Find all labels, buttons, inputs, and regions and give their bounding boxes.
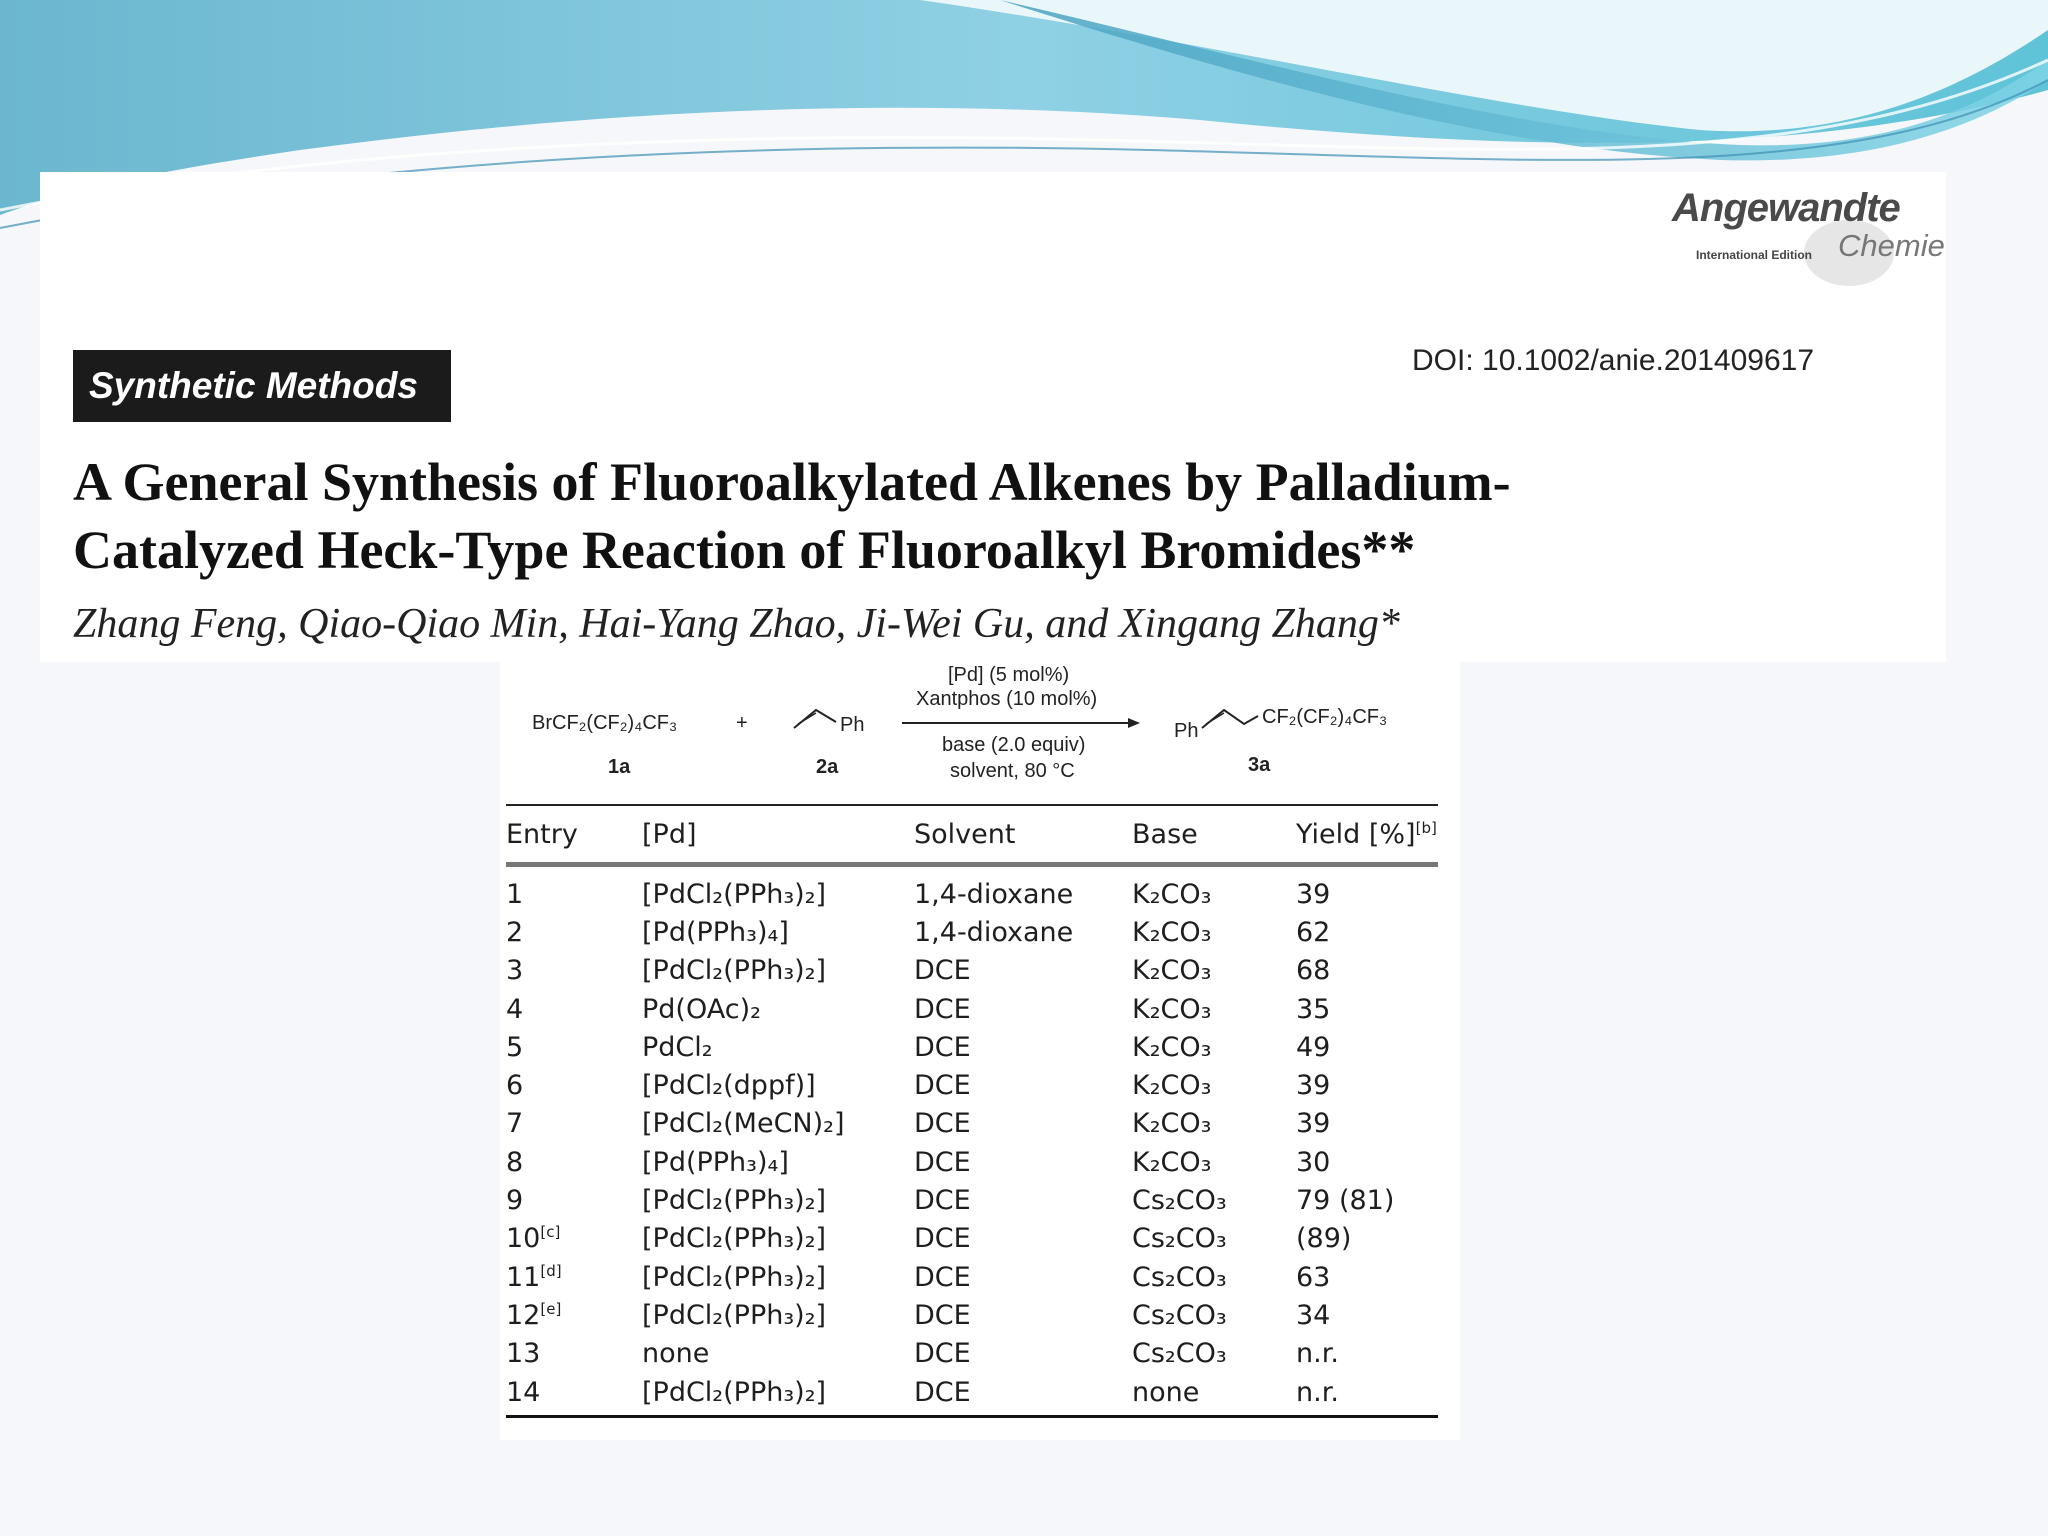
cell-entry	[506, 990, 642, 1028]
cell-pd-text: [PdCl₂(PPh₃)₂]	[642, 1223, 827, 1255]
cell-pd-text: [PdCl₂(PPh₃)₂]	[642, 955, 827, 987]
cell-solvent	[914, 865, 1132, 914]
cell-pd	[642, 1028, 914, 1066]
condition-base: base (2.0 equiv)	[942, 734, 1086, 756]
cell-solvent-text: DCE	[914, 1108, 971, 1140]
cell-yield-text: 39	[1296, 878, 1331, 910]
cell-pd-text: [PdCl₂(PPh₃)₂]	[642, 1376, 827, 1408]
table-row	[506, 1258, 1438, 1296]
table-row	[506, 1066, 1438, 1104]
cell-solvent-text: DCE	[914, 1261, 971, 1293]
cell-entry	[506, 1181, 642, 1219]
cell-yield	[1296, 913, 1438, 951]
table-row	[506, 1105, 1438, 1143]
optimization-table	[506, 804, 1438, 1418]
cell-base	[1132, 990, 1296, 1028]
cell-pd	[642, 1143, 914, 1181]
cell-yield	[1296, 990, 1438, 1028]
cell-entry-text: 8	[506, 1146, 524, 1178]
styrene-vinyl-bond	[792, 704, 838, 734]
cell-solvent-text: DCE	[914, 955, 971, 987]
cell-solvent	[914, 952, 1132, 990]
header-entry: Entry	[506, 805, 642, 865]
cell-pd	[642, 913, 914, 951]
condition-catalyst: [Pd] (5 mol%)	[948, 664, 1070, 686]
cell-pd	[642, 1373, 914, 1417]
cell-solvent-text: DCE	[914, 1070, 971, 1102]
cell-base	[1132, 952, 1296, 990]
reagent-1: BrCF₂(CF₂)₄CF₃	[532, 712, 678, 734]
cell-pd	[642, 1335, 914, 1373]
cell-yield	[1296, 1105, 1438, 1143]
cell-solvent	[914, 1220, 1132, 1258]
product-chain: CF₂(CF₂)₄CF₃	[1262, 706, 1388, 728]
cell-solvent-text: 1,4-dioxane	[914, 916, 1074, 948]
cell-yield	[1296, 1181, 1438, 1219]
table-header-row	[506, 805, 1438, 865]
cell-yield-text: n.r.	[1296, 1338, 1339, 1370]
reagent-2-label: 2a	[816, 756, 839, 778]
optimization-table-panel	[500, 800, 1460, 1440]
cell-yield-text: 39	[1296, 1070, 1331, 1102]
cell-solvent-text: 1,4-dioxane	[914, 878, 1074, 910]
cell-entry	[506, 1028, 642, 1066]
table-body	[506, 865, 1438, 1417]
cell-entry	[506, 913, 642, 951]
cell-pd-text: Pd(OAc)₂	[642, 993, 761, 1025]
cell-solvent	[914, 1143, 1132, 1181]
cell-solvent-text: DCE	[914, 1031, 971, 1063]
cell-yield-text: 34	[1296, 1299, 1331, 1331]
table-row	[506, 1143, 1438, 1181]
section-badge: Synthetic Methods	[73, 350, 451, 422]
cell-entry	[506, 1105, 642, 1143]
table-row	[506, 990, 1438, 1028]
cell-solvent	[914, 1335, 1132, 1373]
cell-pd	[642, 1220, 914, 1258]
cell-entry-text: 12	[506, 1299, 541, 1331]
cell-base	[1132, 1066, 1296, 1104]
cell-entry-text: 5	[506, 1031, 524, 1063]
cell-entry-text: 1	[506, 878, 524, 910]
cell-base	[1132, 1105, 1296, 1143]
cell-pd-text: [PdCl₂(MeCN)₂]	[642, 1108, 845, 1140]
cell-solvent-text: DCE	[914, 1146, 971, 1178]
cell-pd	[642, 865, 914, 914]
cell-yield	[1296, 1028, 1438, 1066]
cell-base-text: K₂CO₃	[1132, 916, 1212, 948]
cell-pd	[642, 1258, 914, 1296]
cell-base-text: K₂CO₃	[1132, 1146, 1212, 1178]
table-row	[506, 1028, 1438, 1066]
header-pd: [Pd]	[642, 805, 914, 865]
table-row	[506, 1296, 1438, 1334]
author-list: Zhang Feng, Qiao-Qiao Min, Hai-Yang Zhao, Ji-Wei Gu, and Xingang Zhang*	[73, 601, 1400, 647]
plus-sign: +	[736, 712, 748, 734]
cell-solvent-text: DCE	[914, 1338, 971, 1370]
cell-yield-text: 49	[1296, 1031, 1331, 1063]
cell-base-text: K₂CO₃	[1132, 955, 1212, 987]
doi-text: DOI: 10.1002/anie.201409617	[1412, 344, 1814, 377]
cell-yield-text: 68	[1296, 955, 1331, 987]
journal-subname: Chemie	[1838, 228, 1945, 263]
entry-footnote: [c]	[540, 1223, 561, 1242]
cell-base-text: none	[1132, 1376, 1200, 1408]
cell-base-text: Cs₂CO₃	[1132, 1338, 1227, 1370]
cell-yield	[1296, 1335, 1438, 1373]
cell-yield-text: (89)	[1296, 1223, 1352, 1255]
cell-solvent-text: DCE	[914, 1299, 971, 1331]
cell-pd-text: PdCl₂	[642, 1031, 713, 1063]
reaction-scheme	[500, 660, 1460, 800]
cell-yield	[1296, 1220, 1438, 1258]
cell-base-text: Cs₂CO₃	[1132, 1299, 1227, 1331]
cell-entry	[506, 1258, 642, 1296]
entry-footnote: [e]	[540, 1299, 562, 1318]
cell-entry	[506, 1143, 642, 1181]
cell-base-text: K₂CO₃	[1132, 1070, 1212, 1102]
cell-entry-text: 7	[506, 1108, 524, 1140]
journal-logo	[1672, 186, 1945, 286]
entry-footnote: [d]	[540, 1261, 562, 1280]
journal-name: Angewandte	[1672, 186, 1900, 230]
table-row	[506, 913, 1438, 951]
cell-yield-text: 39	[1296, 1108, 1331, 1140]
cell-entry	[506, 1335, 642, 1373]
cell-base	[1132, 913, 1296, 951]
cell-solvent	[914, 1181, 1132, 1219]
cell-entry-text: 11	[506, 1261, 541, 1293]
cell-solvent	[914, 1066, 1132, 1104]
cell-pd-text: [Pd(PPh₃)₄]	[642, 916, 789, 948]
cell-yield-text: 35	[1296, 993, 1331, 1025]
header-base: Base	[1132, 805, 1296, 865]
product-phenyl: Ph	[1174, 720, 1199, 742]
cell-yield-text: 62	[1296, 916, 1331, 948]
cell-entry-text: 4	[506, 993, 524, 1025]
cell-base	[1132, 865, 1296, 914]
cell-yield	[1296, 952, 1438, 990]
cell-pd-text: [PdCl₂(PPh₃)₂]	[642, 1185, 827, 1217]
cell-pd-text: [PdCl₂(PPh₃)₂]	[642, 878, 827, 910]
cell-entry-text: 2	[506, 916, 524, 948]
cell-base	[1132, 1373, 1296, 1417]
cell-yield-text: n.r.	[1296, 1376, 1339, 1408]
cell-pd-text: [PdCl₂(dppf)]	[642, 1070, 816, 1102]
cell-entry	[506, 1220, 642, 1258]
header-solvent: Solvent	[914, 805, 1132, 865]
cell-pd	[642, 1296, 914, 1334]
cell-base	[1132, 1335, 1296, 1373]
table-row	[506, 1335, 1438, 1373]
cell-yield-text: 30	[1296, 1146, 1331, 1178]
cell-base	[1132, 1296, 1296, 1334]
cell-pd	[642, 990, 914, 1028]
cell-solvent	[914, 1258, 1132, 1296]
reaction-arrow	[900, 716, 1142, 730]
cell-solvent-text: DCE	[914, 1185, 971, 1217]
cell-yield	[1296, 1066, 1438, 1104]
cell-solvent	[914, 1296, 1132, 1334]
product-label: 3a	[1248, 754, 1271, 776]
cell-entry-text: 3	[506, 955, 524, 987]
reagent-2-group: Ph	[840, 714, 865, 736]
table-row	[506, 1220, 1438, 1258]
cell-pd	[642, 1181, 914, 1219]
table-row	[506, 865, 1438, 914]
cell-entry-text: 9	[506, 1185, 524, 1217]
cell-yield	[1296, 1296, 1438, 1334]
cell-solvent-text: DCE	[914, 1376, 971, 1408]
table-row	[506, 1181, 1438, 1219]
cell-entry	[506, 1066, 642, 1104]
table-row	[506, 952, 1438, 990]
cell-entry	[506, 1296, 642, 1334]
cell-base	[1132, 1181, 1296, 1219]
cell-solvent	[914, 990, 1132, 1028]
cell-pd-text: none	[642, 1338, 710, 1370]
cell-entry	[506, 1373, 642, 1417]
cell-entry-text: 10	[506, 1223, 541, 1255]
reagent-1-label: 1a	[608, 756, 631, 778]
cell-yield	[1296, 1258, 1438, 1296]
cell-base-text: K₂CO₃	[1132, 1108, 1212, 1140]
table-row	[506, 1373, 1438, 1417]
cell-entry-text: 6	[506, 1070, 524, 1102]
cell-base-text: K₂CO₃	[1132, 878, 1212, 910]
cell-yield	[1296, 1373, 1438, 1417]
cell-pd-text: [Pd(PPh₃)₄]	[642, 1146, 789, 1178]
cell-solvent	[914, 1028, 1132, 1066]
cell-yield	[1296, 1143, 1438, 1181]
cell-base-text: K₂CO₃	[1132, 993, 1212, 1025]
cell-base	[1132, 1028, 1296, 1066]
condition-solvent: solvent, 80 °C	[950, 760, 1075, 782]
cell-yield-text: 79 (81)	[1296, 1185, 1395, 1217]
header-yield	[1296, 805, 1438, 865]
condition-ligand: Xantphos (10 mol%)	[916, 688, 1098, 710]
cell-entry	[506, 952, 642, 990]
cell-entry-text: 14	[506, 1376, 541, 1408]
cell-yield-text: 63	[1296, 1261, 1331, 1293]
cell-entry-text: 13	[506, 1338, 541, 1370]
cell-base	[1132, 1143, 1296, 1181]
cell-solvent-text: DCE	[914, 1223, 971, 1255]
cell-base-text: Cs₂CO₃	[1132, 1185, 1227, 1217]
paper-title: A General Synthesis of Fluoroalkylated Alkenes by Palladium-Catalyzed Heck-Type Reaction of Fluoroalkyl Bromides**	[73, 452, 1511, 580]
cell-pd	[642, 1066, 914, 1104]
cell-entry	[506, 865, 642, 914]
cell-base-text: K₂CO₃	[1132, 1031, 1212, 1063]
cell-solvent-text: DCE	[914, 993, 971, 1025]
cell-pd	[642, 1105, 914, 1143]
cell-base-text: Cs₂CO₃	[1132, 1261, 1227, 1293]
cell-base-text: Cs₂CO₃	[1132, 1223, 1227, 1255]
cell-solvent	[914, 1373, 1132, 1417]
cell-pd-text: [PdCl₂(PPh₃)₂]	[642, 1299, 827, 1331]
yield-footnote: [b]	[1415, 818, 1437, 837]
cell-pd-text: [PdCl₂(PPh₃)₂]	[642, 1261, 827, 1293]
header-yield-label: Yield [%]	[1296, 818, 1416, 850]
journal-edition: International Edition	[1696, 248, 1812, 262]
cell-solvent	[914, 913, 1132, 951]
cell-pd	[642, 952, 914, 990]
cell-yield	[1296, 865, 1438, 914]
product-alkene-bond	[1200, 704, 1260, 734]
cell-solvent	[914, 1105, 1132, 1143]
cell-base	[1132, 1258, 1296, 1296]
cell-base	[1132, 1220, 1296, 1258]
